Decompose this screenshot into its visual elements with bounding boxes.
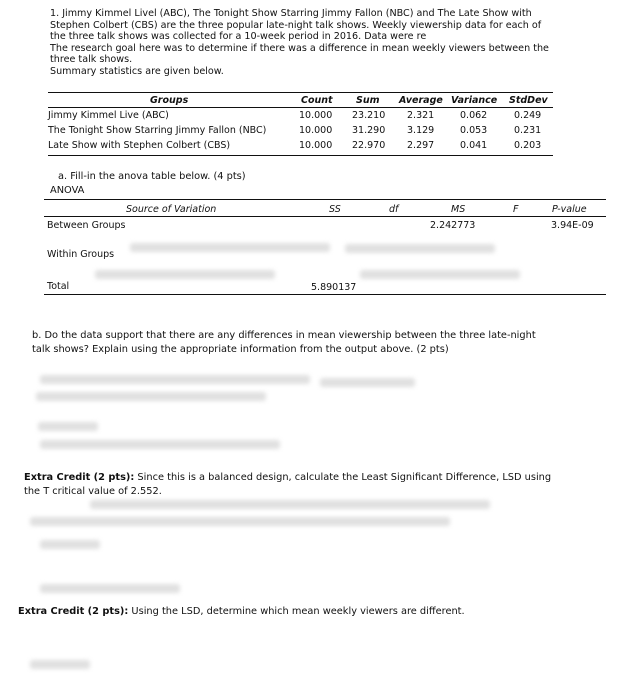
row-abc-stddev: 0.249 <box>514 110 542 121</box>
extra-credit-1-line-1 <box>24 472 551 483</box>
extra-credit-1-label: Extra Credit (2 pts): <box>24 472 135 483</box>
row-nbc-count: 10.000 <box>299 125 333 136</box>
anova-col-ms: MS <box>451 204 466 215</box>
intro-line-6: Summary statistics are given below. <box>50 65 224 77</box>
anova-col-ss: SS <box>329 204 341 215</box>
summary-header-rule <box>48 107 553 108</box>
row-nbc-group: The Tonight Show Starring Jimmy Fallon (NBC) <box>48 125 267 136</box>
row-abc-group: Jimmy Kimmel Live (ABC) <box>48 110 169 121</box>
col-groups: Groups <box>150 95 189 106</box>
col-sum: Sum <box>356 95 380 106</box>
intro-line-4: The research goal here was to determine if there was a difference in mean weekly viewers between the <box>50 42 549 54</box>
anova-between-label: Between Groups <box>47 220 126 231</box>
intro-line-1: 1. Jimmy Kimmel Livel (ABC), The Tonight Show Starring Jimmy Fallon (NBC) and The Late Show with <box>50 8 532 19</box>
part-b-line-2: talk shows? Explain using the appropriate information from the output above. (2 pts) <box>32 344 449 355</box>
row-abc-average: 2.321 <box>407 110 435 121</box>
row-cbs-count: 10.000 <box>299 140 333 151</box>
anova-col-df: df <box>389 204 399 215</box>
col-average: Average <box>399 95 443 106</box>
row-cbs-average: 2.297 <box>407 140 435 151</box>
anova-bottom-rule <box>44 294 606 295</box>
row-cbs-sum: 22.970 <box>352 140 386 151</box>
intro-line-5: three talk shows. <box>50 54 133 66</box>
col-stddev: StdDev <box>509 95 548 106</box>
anova-col-f: F <box>513 204 519 215</box>
row-nbc-stddev: 0.231 <box>514 125 542 136</box>
row-abc-count: 10.000 <box>299 110 333 121</box>
extra-credit-2 <box>18 606 465 617</box>
anova-total-label: Total <box>47 281 70 292</box>
anova-total-ss: 5.890137 <box>311 282 357 293</box>
row-cbs-stddev: 0.203 <box>514 140 542 151</box>
row-nbc-average: 3.129 <box>407 125 435 136</box>
part-a-prompt: a. Fill-in the anova table below. (4 pts) <box>58 171 246 182</box>
row-nbc-variance: 0.053 <box>460 125 488 136</box>
row-cbs-variance: 0.041 <box>460 140 488 151</box>
anova-col-source: Source of Variation <box>126 204 217 215</box>
extra-credit-1-text: Since this is a balanced design, calculate the Least Significant Difference, LSD using <box>134 472 552 483</box>
anova-between-ms: 2.242773 <box>430 220 476 231</box>
anova-header-rule <box>44 216 606 217</box>
col-variance: Variance <box>451 95 498 106</box>
question-intro <box>50 8 595 78</box>
col-count: Count <box>301 95 333 106</box>
row-abc-variance: 0.062 <box>460 110 488 121</box>
row-nbc-sum: 31.290 <box>352 125 386 136</box>
anova-col-pvalue: P-value <box>552 204 587 215</box>
anova-top-rule <box>44 199 606 200</box>
row-abc-sum: 23.210 <box>352 110 386 121</box>
row-cbs-group: Late Show with Stephen Colbert (CBS) <box>48 140 231 151</box>
part-b-line-1: b. Do the data support that there are any differences in mean viewership between the three late-night <box>32 330 536 341</box>
anova-between-pvalue: 3.94E-09 <box>551 220 594 231</box>
anova-within-label: Within Groups <box>47 249 115 260</box>
intro-line-3: the three talk shows was collected for a 10-week period in 2016. Data were re <box>50 31 427 43</box>
intro-line-2: Stephen Colbert (CBS) are the three popular late-night talk shows. Weekly viewership data for each of <box>50 19 542 31</box>
summary-bottom-rule <box>48 155 553 156</box>
extra-credit-2-text: Using the LSD, determine which mean weekly viewers are different. <box>128 606 465 617</box>
extra-credit-1-line-2: the T critical value of 2.552. <box>24 486 162 497</box>
anova-label: ANOVA <box>50 185 85 196</box>
summary-top-rule <box>48 92 553 93</box>
extra-credit-2-label: Extra Credit (2 pts): <box>18 606 129 617</box>
